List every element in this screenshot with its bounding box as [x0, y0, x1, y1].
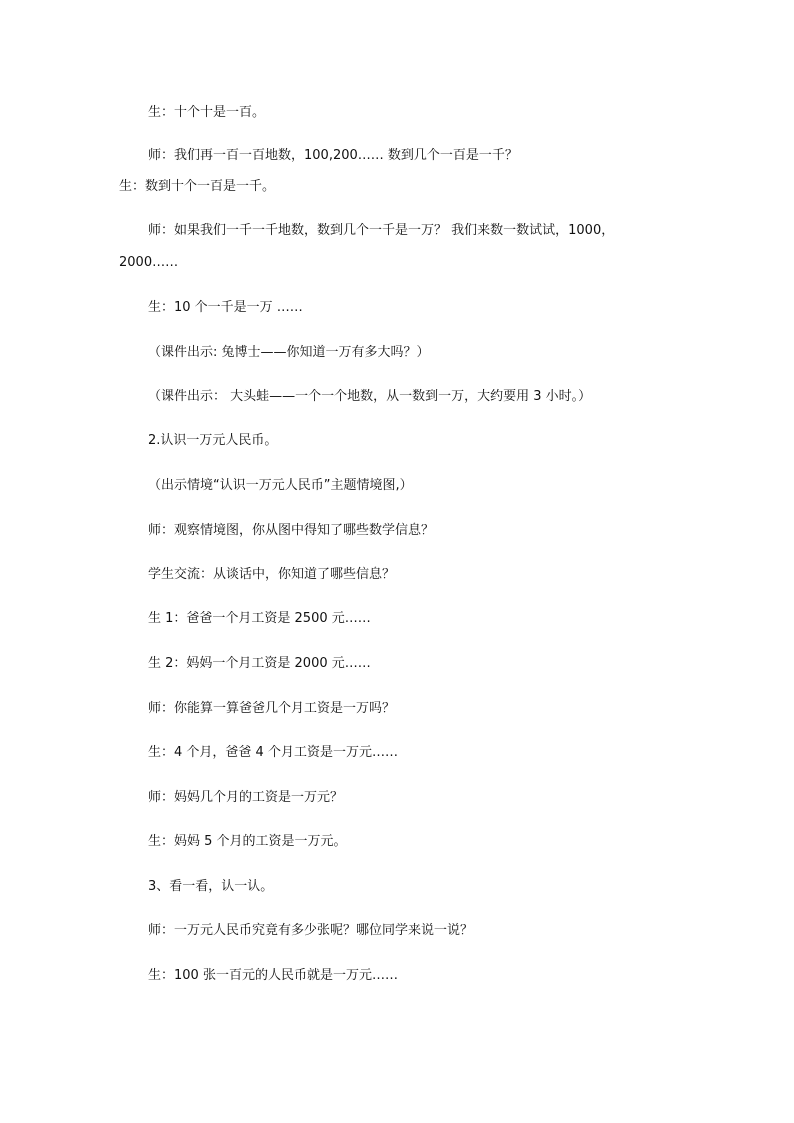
text-line: （课件出示: 兔博士——你知道一万有多大吗？） — [148, 345, 430, 360]
text-line: 生 2：妈妈一个月工资是 2000 元…… — [148, 656, 371, 671]
text-line: 生：十个十是一百。 — [148, 105, 266, 120]
text-line: 生：妈妈 5 个月的工资是一万元。 — [148, 834, 347, 849]
section-heading: 3、看一看，认一认。 — [148, 879, 274, 894]
text-line: （出示情境“认识一万元人民币”主题情境图,） — [148, 478, 413, 493]
text-line: 师：观察情境图，你从图中得知了哪些数学信息？ — [148, 523, 435, 538]
text-line: 师：你能算一算爸爸几个月工资是一万吗？ — [148, 701, 396, 716]
text-line: 生：10 个一千是一万 …… — [148, 300, 303, 315]
text-line: 生 1：爸爸一个月工资是 2500 元…… — [148, 611, 371, 626]
text-line: 生：数到十个一百是一千。 — [119, 179, 276, 194]
text-line: 学生交流：从谈话中，你知道了哪些信息？ — [148, 567, 396, 582]
text-line: 师：妈妈几个月的工资是一万元？ — [148, 790, 344, 805]
text-line: 生：100 张一百元的人民币就是一万元…… — [148, 968, 398, 983]
text-line: 2000…… — [119, 255, 179, 270]
text-line: 师：我们再一百一百地数，100,200…… 数到几个一百是一千？ — [148, 148, 518, 163]
text-line: 师：一万元人民币究竟有多少张呢？哪位同学来说一说？ — [148, 923, 474, 938]
section-heading: 2.认识一万元人民币。 — [148, 433, 278, 448]
text-line: （课件出示： 大头蛙——一个一个地数，从一数到一万，大约要用 3 小时。） — [148, 389, 592, 404]
text-line: 师：如果我们一千一千地数，数到几个一千是一万？ 我们来数一数试试，1000， — [148, 223, 615, 238]
text-line: 生：4 个月，爸爸 4 个月工资是一万元…… — [148, 745, 398, 760]
